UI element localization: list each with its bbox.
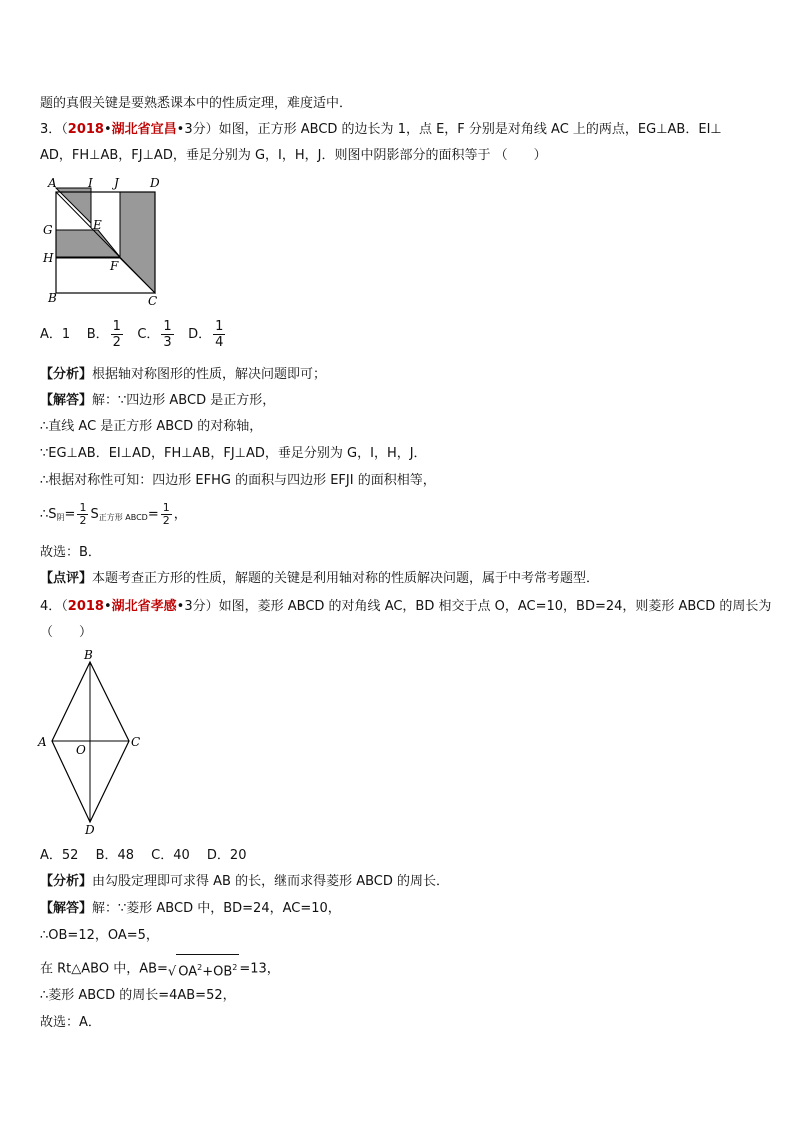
q3-analysis [40,366,326,384]
analysis-tag: 【分析】 [40,367,93,382]
frac-num: 1 [215,319,224,334]
frac-den: 2 [112,335,121,350]
q3-score: •3分） [176,122,219,137]
frac-den: 2 [162,514,170,527]
q3-answer-5 [40,500,187,533]
q4-answer-2: ∴OB=12，OA=5， [40,928,159,943]
frac-num: 1 [79,501,87,514]
q3-option-a: A．1 [40,327,71,342]
ans5-end: ， [173,507,187,522]
q4-number: 4． [40,599,62,614]
q3-stem-line1 [40,121,722,139]
frac-den: 3 [163,335,172,350]
q4-paren: （ [61,599,68,614]
q3-stem-line2: AD，FH⊥AB，FJ⊥AD，垂足分别为 G，I，H，J．则图中阴影部分的面积等于 （ ） [40,148,547,163]
comment-tag: 【点评】 [40,571,93,586]
ans5-sub1: 阴 [56,513,65,522]
q3-option-d-label: D． [188,327,212,342]
answer-text: 解：∵四边形 ABCD 是正方形， [92,393,276,408]
q3-answer-1 [40,392,275,410]
q4-options: A．52 B．48 C．40 D．20 [40,848,247,863]
q3-answer-2: ∴直线 AC 是正方形 ABCD 的对称轴， [40,419,263,434]
q3-option-b-label: B． [86,327,109,342]
label-C: C [131,735,141,749]
frac-num: 1 [163,319,172,334]
label-D: D [85,823,95,837]
q4-stem-line1 [40,598,771,616]
q4-score: •3分） [176,599,219,614]
label-O: O [76,743,86,757]
ans5-prefix: ∴S [40,507,57,522]
exp-oa: 2 [197,963,203,972]
answer-tag: 【解答】 [40,901,93,916]
frac-den: 4 [215,335,224,350]
q4-source: 湖北省孝感 [111,599,177,614]
frac-den: 2 [79,514,87,527]
label-F: F [110,259,119,273]
q3-dot: • [103,122,112,137]
ans5-s: S [90,507,99,522]
q3-stem-text1: 如图，正方形 ABCD 的边长为 1，点 E，F 分别是对角线 AC 上的两点，EG⊥AB．EI⊥ [218,122,722,137]
ans5-sub2: 正方形 ABCD [98,513,148,522]
q4-dot: • [103,599,112,614]
ans5-eq2: = [147,507,159,522]
q3-option-b-fraction [111,319,123,350]
q3-comment [40,570,599,588]
q4-stem-line2: （ ） [40,625,93,640]
q4-rhombus-figure [34,645,154,837]
q3-options [40,318,227,352]
label-A: A [38,735,47,749]
label-H: H [43,251,54,265]
answer-text: 解：∵菱形 ABCD 中，BD=24，AC=10， [92,901,341,916]
q4-analysis [40,873,449,891]
ans5-eq: = [64,507,76,522]
radicand-oa: OA [178,964,198,980]
frac-num: 1 [112,319,121,334]
label-B: B [84,648,93,662]
q3-answer-4: ∴根据对称性可知：四边形 EFHG 的面积与四边形 EFJI 的面积相等， [40,473,436,488]
q3-year: 2018 [67,122,104,137]
label-I: I [88,176,93,190]
label-A: A [48,176,57,190]
q3-source: 湖北省宜昌 [111,122,177,137]
q4-answer-4: ∴菱形 ABCD 的周长=4AB=52， [40,988,236,1003]
q4-year: 2018 [67,599,104,614]
q4-stem-text1: 如图，菱形 ABCD 的对角线 AC，BD 相交于点 O，AC=10，BD=24，则菱形 ABCD 的周长为 [218,599,772,614]
analysis-text: 根据轴对称图形的性质，解决问题即可； [92,367,327,382]
q4-answer-3 [40,954,280,984]
comment-text: 本题考查正方形的性质，解题的关键是利用轴对称的性质解决问题，属于中考常考题型． [92,571,600,586]
q4-answer-1 [40,900,341,918]
label-J: J [114,176,119,190]
radicand-ob: +OB [202,964,233,980]
q3-option-c-fraction [161,319,173,350]
ans5-half [77,502,88,527]
q3-answer-3: ∵EG⊥AB．EI⊥AD，FH⊥AB，FJ⊥AD，垂足分别为 G，I，H，J． [40,446,427,461]
ans3-end: =13， [239,961,280,977]
q3-number: 3． [40,122,62,137]
q3-square-figure [38,172,168,310]
q3-option-c-label: C． [137,327,160,342]
label-C: C [148,294,158,308]
label-E: E [93,218,102,232]
analysis-tag: 【分析】 [40,874,93,889]
ans3-prefix: 在 Rt△ABO 中，AB= [40,961,168,977]
answer-tag: 【解答】 [40,393,93,408]
shaded-quad-GEFH [56,230,120,257]
shaded-quad-JDCF [120,192,155,293]
sqrt-expression: √ $OA^2+OB^2$ [168,954,239,984]
label-D: D [150,176,160,190]
q4-choose: 故选：A． [40,1015,101,1030]
exp-ob: 2 [232,963,238,972]
frac-num: 1 [162,501,170,514]
q3-paren: （ [61,122,68,137]
q3-option-d-fraction [213,319,225,350]
analysis-text: 由勾股定理即可求得 AB 的长，继而求得菱形 ABCD 的周长． [92,874,450,889]
label-B: B [48,291,57,305]
shaded-triangle-AIE [56,188,91,223]
ans5-result [161,502,172,527]
label-G: G [43,223,53,237]
prev-question-tail: 题的真假关键是要熟悉课本中的性质定理，难度适中． [40,96,353,111]
q3-choose: 故选：B． [40,545,101,560]
